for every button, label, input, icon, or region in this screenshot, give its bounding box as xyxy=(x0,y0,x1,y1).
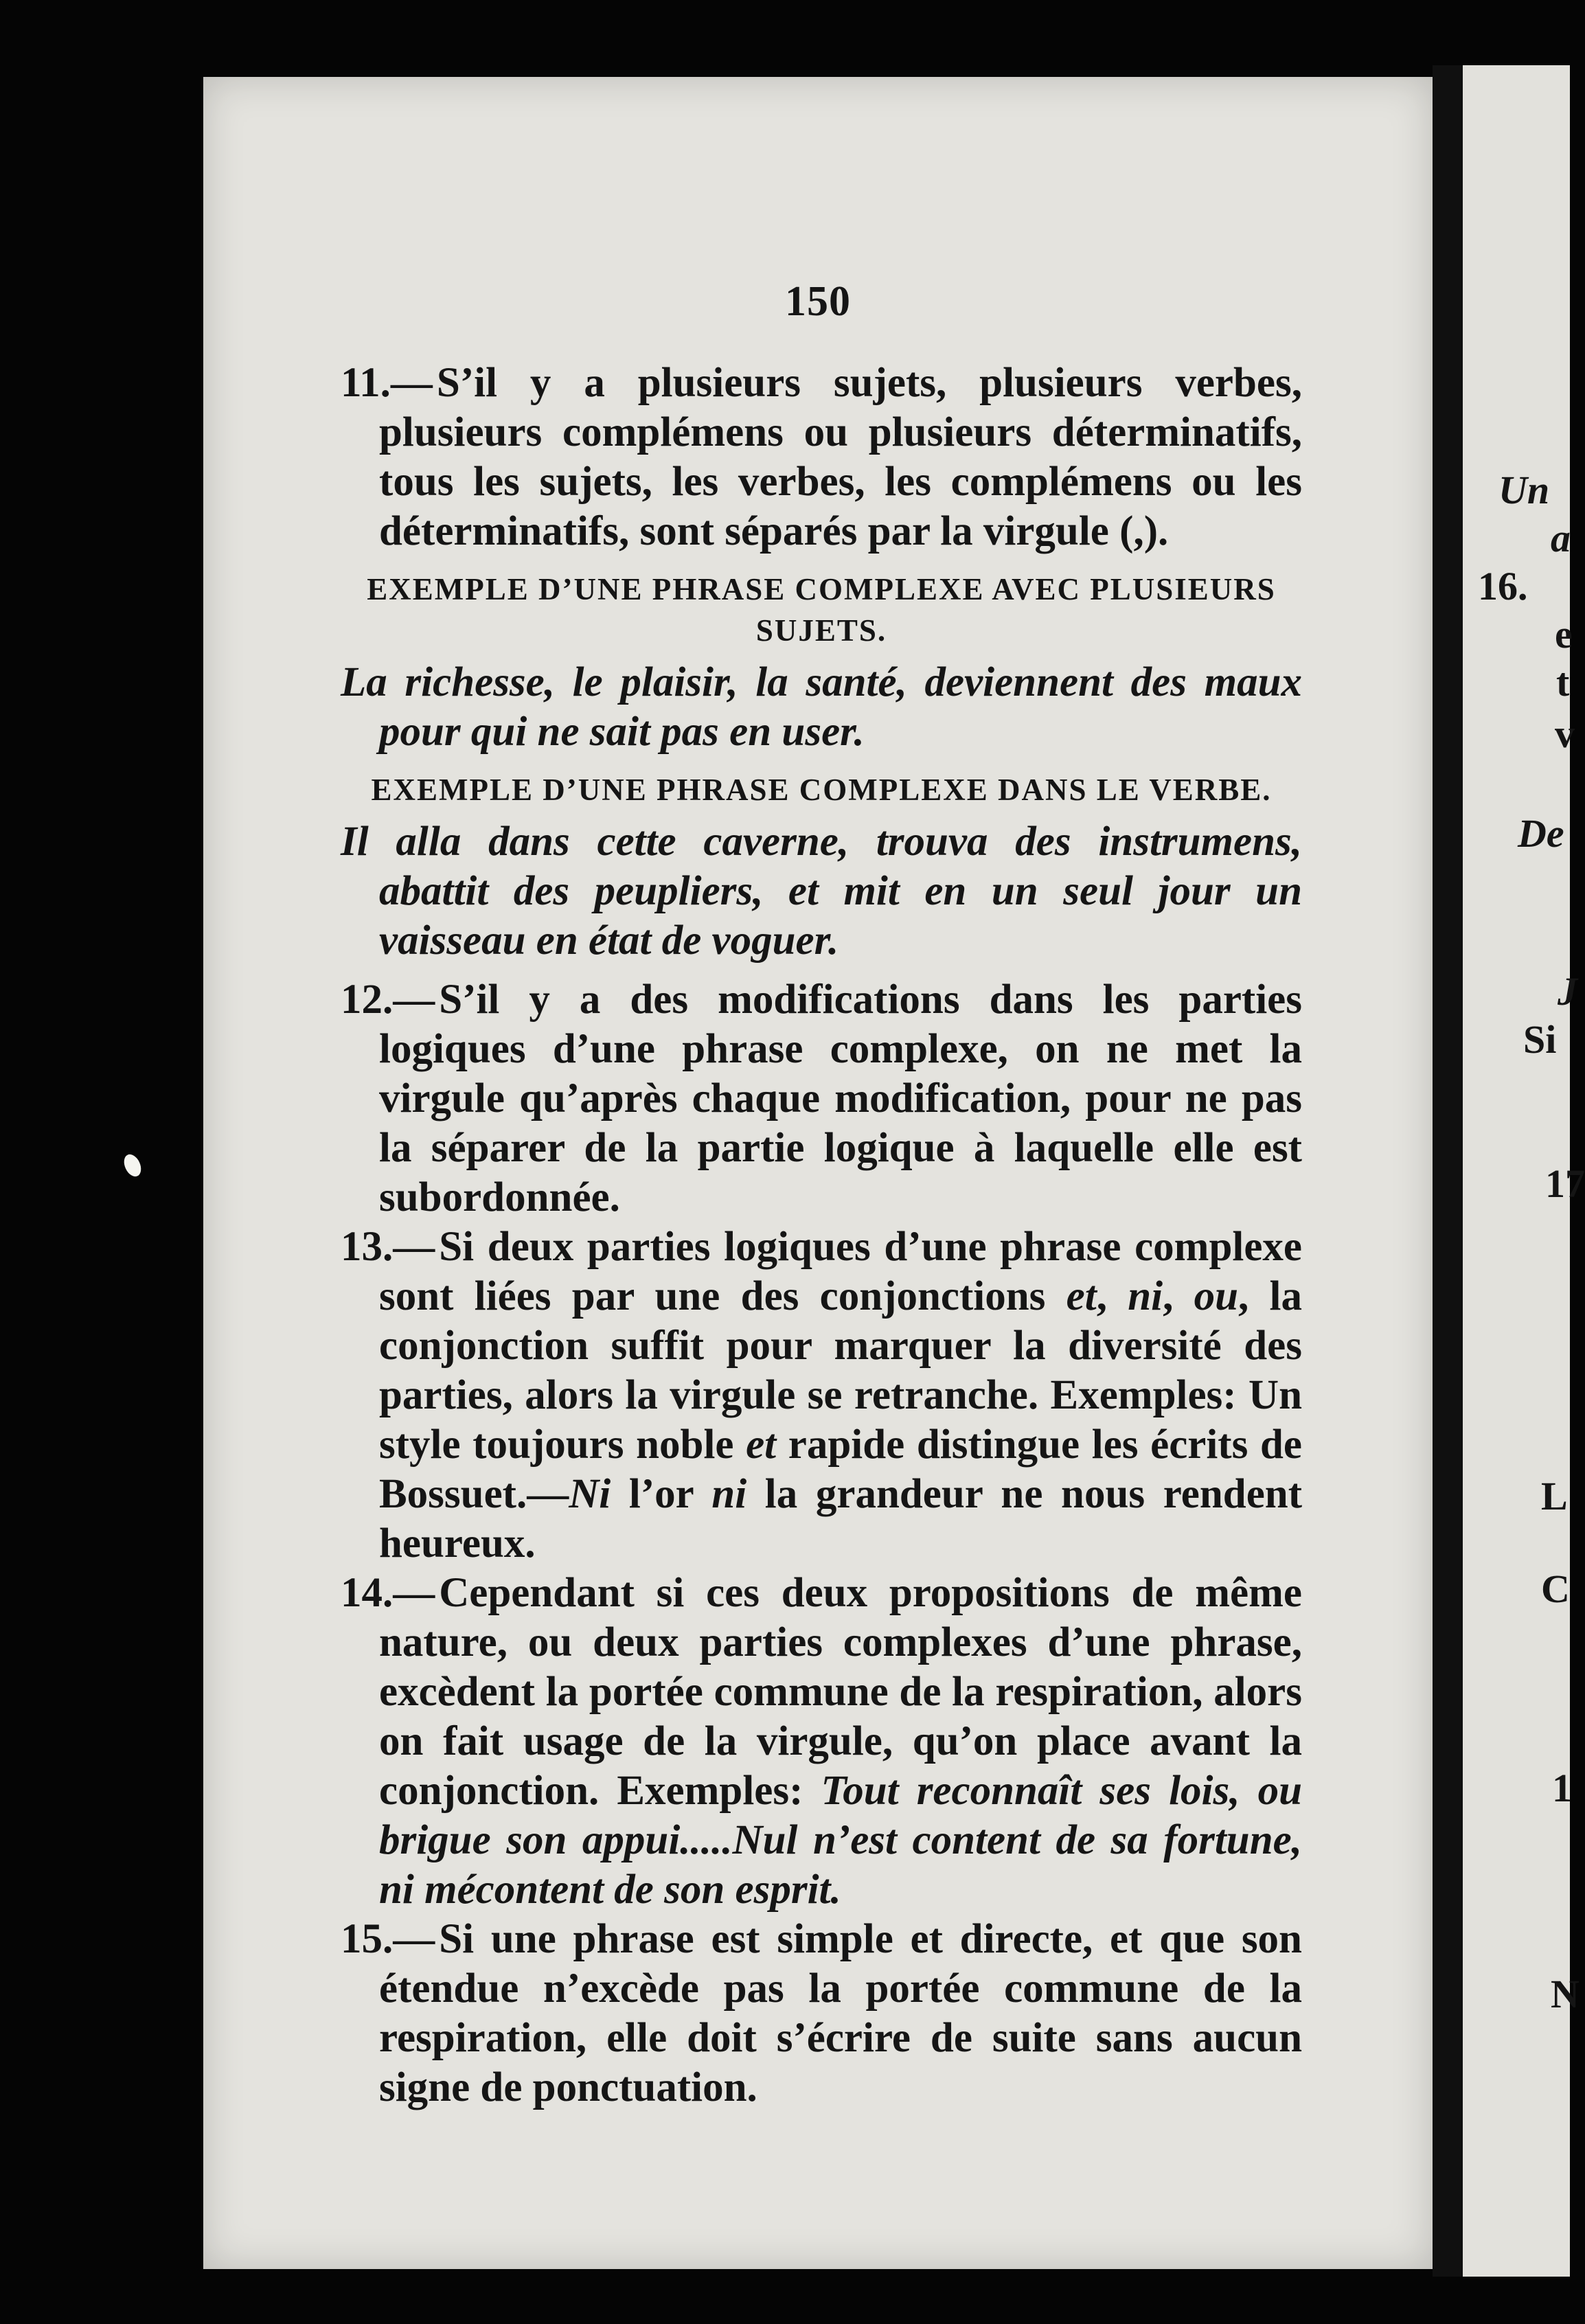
paragraph-text: la grandeur ne nous rendent heureux. xyxy=(379,1471,1303,1567)
paragraph-text: , xyxy=(1163,1273,1194,1319)
italic-word: ou xyxy=(1194,1273,1239,1319)
page-body xyxy=(341,358,1302,2112)
italic-word: Ni xyxy=(569,1471,611,1517)
paragraph-text: rapide distingue les écrits de Bossuet.— xyxy=(379,1422,1302,1517)
italic-word: ni xyxy=(1128,1273,1163,1319)
book-page-left xyxy=(203,77,1433,2269)
paragraph-12 xyxy=(341,975,1302,1222)
example-heading: EXEMPLE D’UNE PHRASE COMPLEXE DANS LE VERBE. xyxy=(371,773,1272,807)
paragraph-text: l’or xyxy=(611,1471,712,1517)
right-page-fragment: 16. xyxy=(1478,564,1528,608)
right-page-fragment: e xyxy=(1555,612,1573,657)
example-sentence: La richesse, le plaisir, la santé, deviennent des maux pour qui ne sait pas en user. xyxy=(341,659,1302,755)
paragraph-text: Si deux parties logiques d’une phrase complexe sont liées par une des conjonctions xyxy=(379,1224,1302,1319)
right-page-fragment: 17 xyxy=(1545,1161,1585,1206)
example-heading: EXEMPLE D’UNE PHRASE COMPLEXE AVEC PLUSIEURS SUJETS. xyxy=(367,572,1276,648)
right-page-fragment: L xyxy=(1541,1474,1568,1518)
right-page-fragment: Si xyxy=(1523,1017,1557,1062)
paragraph-number: 13.— xyxy=(341,1224,435,1270)
paragraph-number: 15.— xyxy=(341,1916,435,1962)
paragraph-text: Si une phrase est simple et directe, et que son étendue n’excède pas la portée commune de la respiration, elle doit s’écrire de suite sans aucun signe de ponctuation. xyxy=(379,1916,1302,2110)
right-page-fragment: De xyxy=(1518,811,1564,856)
right-page-fragment: a xyxy=(1551,516,1571,560)
paragraph-number: 14.— xyxy=(341,1570,435,1616)
paragraph-14 xyxy=(341,1569,1302,1915)
paragraph-text: S’il y a des modifications dans les parties logiques d’une phrase complexe, on ne met la virgule qu’après chaque modification, pour ne pas la séparer de la partie logique à laquelle elle est subordonnée. xyxy=(379,977,1302,1220)
paragraph-text: , xyxy=(1096,1273,1128,1319)
right-page-fragment: N xyxy=(1551,1972,1580,2016)
right-page-fragment: t xyxy=(1556,660,1570,705)
paragraph-13 xyxy=(341,1222,1302,1569)
page-number: 150 xyxy=(785,278,851,325)
italic-word: et xyxy=(1066,1273,1097,1319)
paragraph-15 xyxy=(341,1915,1302,2112)
paragraph-text: Cependant si ces deux propositions de même nature, ou deux parties complexes d’une phrase, excèdent la portée commune de la respiration, alors on fait usage de la virgule, qu’on place avant la conjonction. Exemples: xyxy=(379,1570,1302,1814)
book-gutter xyxy=(1433,65,1463,2277)
paragraph-text: , la conjonction suffit pour marquer la diversité des parties, alors la virgule se retranche. Exemples: Un style toujours noble xyxy=(379,1273,1302,1468)
italic-word: ni xyxy=(711,1471,747,1517)
paper-speck xyxy=(121,1152,144,1179)
right-page-fragment: C xyxy=(1541,1567,1570,1611)
book-page-right-edge xyxy=(1463,65,1585,2277)
paragraph-text: S’il y a plusieurs sujets, plusieurs verbes, plusieurs complémens ou plusieurs déterminatifs, tous les sujets, les verbes, les complémens ou les déterminatifs, sont séparés par la virgule (,). xyxy=(379,360,1302,554)
example-sentence: Il alla dans cette caverne, trouva des instrumens, abattit des peupliers, et mit en un seul jour un vaisseau en état de voguer. xyxy=(341,819,1302,964)
right-page-fragment: v xyxy=(1555,711,1575,756)
right-page-fragment: Un xyxy=(1498,468,1550,512)
right-page-fragment: 1 xyxy=(1552,1766,1572,1810)
italic-example: Tout reconnaît ses lois, ou brigue son appui.....Nul n’est content de sa fortune, ni mécontent de son esprit. xyxy=(379,1768,1303,1913)
right-page-fragment: J xyxy=(1558,969,1577,1014)
italic-word: et xyxy=(746,1422,777,1468)
paragraph-11 xyxy=(341,358,1302,556)
paragraph-number: 12.— xyxy=(341,977,435,1023)
paragraph-number: 11.— xyxy=(341,360,433,406)
